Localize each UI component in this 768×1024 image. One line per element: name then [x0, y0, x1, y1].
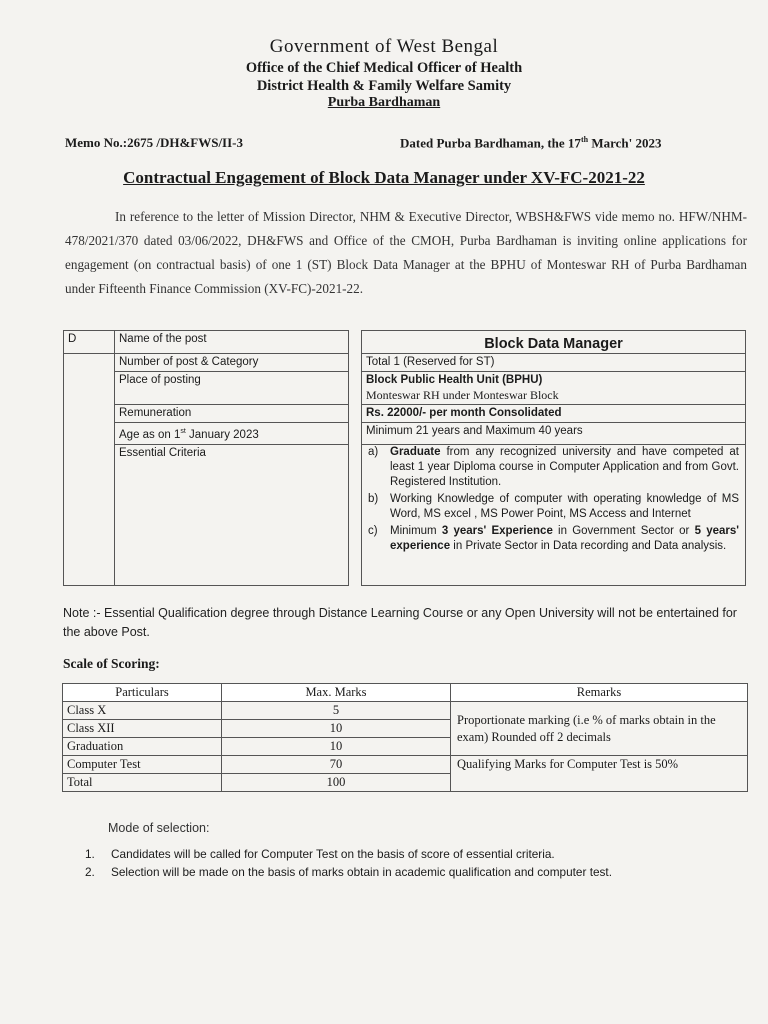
- particular-cell: Class XII: [63, 720, 222, 738]
- table-row: [64, 372, 746, 405]
- list-item: [85, 863, 612, 881]
- remark-cell: Qualifying Marks for Computer Test is 50%: [451, 756, 748, 792]
- criteria-marker: c): [368, 524, 378, 537]
- criteria-text-2: in Private Sector in Data recording and Data analysis.: [450, 539, 727, 552]
- post-name: Block Data Manager: [362, 331, 746, 354]
- age-label-prefix: Age as on 1: [119, 428, 181, 441]
- criteria-bold: Graduate: [390, 445, 441, 458]
- remark-cell: Proportionate marking (i.e % of marks obtain in the exam) Rounded off 2 decimals: [451, 702, 748, 756]
- col-header-remarks: Remarks: [451, 684, 748, 702]
- table-row: [64, 444, 746, 585]
- office-heading: Office of the Chief Medical Officer of Health: [245, 60, 523, 76]
- marks-cell: 10: [222, 738, 451, 756]
- row-label: Remuneration: [115, 405, 349, 423]
- criteria-item: [368, 445, 739, 490]
- district-heading: [0, 95, 768, 111]
- age-label-suffix: January 2023: [185, 428, 259, 441]
- criteria-list: [366, 445, 739, 554]
- row-value-2: Monteswar RH under Monteswar Block: [366, 388, 559, 402]
- criteria-bold: 3 years' Experience: [441, 524, 553, 537]
- date-suffix: March' 2023: [588, 135, 662, 151]
- govt-heading: Government of West Bengal: [269, 36, 499, 57]
- row-label: Essential Criteria: [115, 444, 349, 585]
- memo-number: Memo No.:2675 /DH&FWS/II-3: [65, 135, 244, 150]
- criteria-item: [368, 492, 739, 522]
- age-label-sup: st: [180, 428, 186, 435]
- col-header-particulars: Particulars: [63, 684, 222, 702]
- list-item: [85, 845, 612, 863]
- criteria-text: from any recognized university and have competed at least 1 year Diploma course in Computer Application and from Govt. Registered Institution.: [390, 445, 739, 488]
- col-header-marks: Max. Marks: [222, 684, 451, 702]
- marks-cell: 70: [222, 756, 451, 774]
- row-label: Name of the post: [115, 331, 349, 354]
- table-header-row: [63, 684, 748, 702]
- marks-cell: 5: [222, 702, 451, 720]
- step-number: 2.: [85, 865, 95, 879]
- table-row: [64, 423, 746, 445]
- criteria-text: in Government Sector or: [552, 524, 695, 537]
- intro-paragraph: In reference to the letter of Mission Director, NHM & Executive Director, WBSH&FWS vide memo no. HFW/NHM-478/2021/370 dated 03/06/2022, DH&FWS and Office of the CMOH, Purba Bardhaman is inviting online applications for engagement (on contractual basis) of one 1 (ST) Block Data Manager at the BPHU of Monteswar RH of Purba Bardhaman under Fifteenth Finance Commission (XV-FC)-2021-22.: [65, 209, 747, 296]
- memo-date: [400, 135, 661, 151]
- step-number: 1.: [85, 847, 95, 861]
- criteria-item: [368, 524, 739, 554]
- particular-cell: Class X: [63, 702, 222, 720]
- row-value: Block Public Health Unit (BPHU): [366, 374, 543, 386]
- particular-cell: Graduation: [63, 738, 222, 756]
- document-title: Contractual Engagement of Block Data Manager under XV-FC-2021-22: [123, 168, 645, 187]
- row-value: Rs. 22000/- per month Consolidated: [362, 405, 746, 423]
- criteria-marker: b): [368, 492, 379, 505]
- date-prefix: Dated Purba Bardhaman, the 17: [400, 135, 581, 151]
- criteria-cell: [362, 444, 746, 585]
- particular-cell: Computer Test: [63, 756, 222, 774]
- row-label: [115, 423, 349, 445]
- criteria-marker: a): [368, 445, 379, 458]
- corner-cell: D: [64, 331, 115, 354]
- row-value: Total 1 (Reserved for ST): [362, 354, 746, 372]
- table-row: [63, 756, 748, 774]
- criteria-bold-2: 5 years' experience: [390, 524, 739, 552]
- selection-heading: Mode of selection:: [108, 821, 210, 835]
- scoring-table: [62, 683, 748, 792]
- table-row: [64, 405, 746, 423]
- selection-steps: [85, 845, 612, 881]
- marks-cell: 10: [222, 720, 451, 738]
- post-details-table: [63, 330, 746, 586]
- note-text: Note :- Essential Qualification degree through Distance Learning Course or any Open University will not be entertained for the above Post.: [63, 606, 737, 639]
- marks-cell: 100: [222, 774, 451, 792]
- scoring-heading: Scale of Scoring:: [63, 656, 160, 671]
- row-label: Place of posting: [115, 372, 349, 405]
- district-name: Purba Bardhaman: [327, 95, 441, 110]
- table-row: [64, 354, 746, 372]
- date-sup: th: [580, 135, 589, 144]
- criteria-text: Working Knowledge of computer with operating knowledge of MS Word, MS excel , MS Power Point, MS Access and Internet: [390, 492, 739, 520]
- step-text: Candidates will be called for Computer Test on the basis of score of essential criteria.: [111, 847, 555, 861]
- samity-heading: District Health & Family Welfare Samity: [256, 78, 512, 94]
- table-row: [64, 331, 746, 354]
- step-text: Selection will be made on the basis of marks obtain in academic qualification and computer test.: [111, 865, 612, 879]
- particular-cell: Total: [63, 774, 222, 792]
- row-label: Number of post & Category: [115, 354, 349, 372]
- table-row: [63, 702, 748, 720]
- criteria-pre: Minimum: [390, 524, 442, 537]
- row-value: Minimum 21 years and Maximum 40 years: [362, 423, 746, 445]
